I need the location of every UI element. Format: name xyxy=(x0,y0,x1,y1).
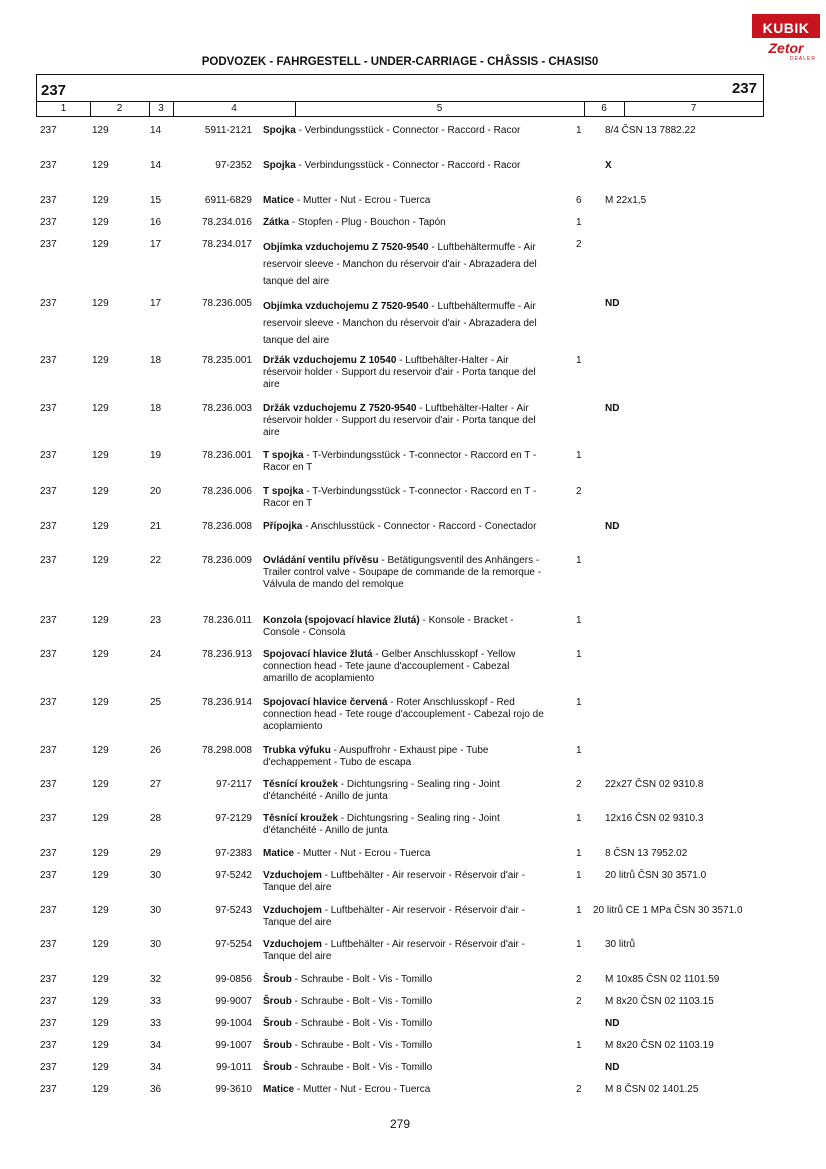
row-position: 30 xyxy=(150,939,162,950)
row-figure: 129 xyxy=(92,195,109,206)
row-figure: 129 xyxy=(92,974,109,985)
row-description xyxy=(263,870,545,894)
row-description xyxy=(263,403,545,439)
row-part-name: Objímka vzduchojemu Z 7520-9540 xyxy=(263,242,429,253)
row-part-translations: - Luftbehältermuffe - Air reservoir sleeve - Manchon du réservoir d'air - Abrazadera del tanque del aire xyxy=(263,242,537,287)
row-group: 237 xyxy=(40,403,57,414)
row-quantity: 1 xyxy=(576,745,582,756)
row-note: M 8 ČSN 02 1401.25 xyxy=(605,1084,699,1095)
row-quantity: 2 xyxy=(576,974,582,985)
column-header-3: 3 xyxy=(149,102,174,116)
row-part-number: 99-1004 xyxy=(215,1018,252,1029)
row-description xyxy=(263,615,545,639)
row-position: 19 xyxy=(150,450,162,461)
row-description xyxy=(263,298,545,349)
row-note: 8 ČSN 13 7952.02 xyxy=(605,848,688,859)
row-part-name: Matice xyxy=(263,1084,295,1095)
row-group: 237 xyxy=(40,450,57,461)
row-note: ND xyxy=(605,1018,620,1029)
row-position: 17 xyxy=(150,239,162,250)
row-group: 237 xyxy=(40,870,57,881)
row-figure: 129 xyxy=(92,813,109,824)
row-part-name: Matice xyxy=(263,195,295,206)
logo-brand: KUBIK xyxy=(752,14,820,38)
row-description xyxy=(263,555,545,591)
row-group: 237 xyxy=(40,1062,57,1073)
row-part-name: Těsnící kroužek xyxy=(263,779,339,790)
row-part-number: 99-1011 xyxy=(216,1062,252,1073)
row-part-number: 78.234.016 xyxy=(201,217,252,228)
row-part-translations: - Dichtungsring - Sealing ring - Joint d'étanchéité - Anillo de junta xyxy=(263,813,500,836)
row-part-name: T spojka xyxy=(263,486,304,497)
row-quantity: 1 xyxy=(576,555,582,566)
row-figure: 129 xyxy=(92,905,109,916)
row-part-translations: - T-Verbindungsstück - T-connector - Raccord en T - Racor en T xyxy=(263,450,537,473)
column-header-4: 4 xyxy=(173,102,296,116)
row-part-number: 97-2129 xyxy=(215,813,252,824)
row-position: 24 xyxy=(150,649,162,660)
column-header-row xyxy=(36,101,764,117)
row-figure: 129 xyxy=(92,745,109,756)
row-note: X xyxy=(605,160,612,171)
row-quantity: 1 xyxy=(576,870,582,881)
row-part-translations: - Schraube - Bolt - Vis - Tomillo xyxy=(291,1040,433,1051)
row-note: 12x16 ČSN 02 9310.3 xyxy=(605,813,704,824)
row-part-number: 78.236.003 xyxy=(201,403,252,414)
row-part-number: 78.236.006 xyxy=(201,486,252,497)
row-figure: 129 xyxy=(92,298,109,309)
row-part-number: 97-2117 xyxy=(216,779,252,790)
row-part-translations: - Schraube - Bolt - Vis - Tomillo xyxy=(291,974,433,985)
row-description xyxy=(263,217,545,229)
row-part-translations: - Luftbehälter - Air reservoir - Réservoir d'air - Tanque del aire xyxy=(263,905,525,928)
row-group: 237 xyxy=(40,905,57,916)
row-quantity: 1 xyxy=(576,697,582,708)
row-position: 17 xyxy=(150,298,162,309)
row-position: 33 xyxy=(150,1018,162,1029)
row-part-translations: - Mutter - Nut - Ecrou - Tuerca xyxy=(294,195,431,206)
row-quantity: 1 xyxy=(576,125,582,136)
row-part-translations: - Luftbehälter - Air reservoir - Réservoir d'air - Tanque del aire xyxy=(263,939,525,962)
row-part-number: 78.236.009 xyxy=(201,555,252,566)
row-group: 237 xyxy=(40,996,57,1007)
row-figure: 129 xyxy=(92,848,109,859)
row-position: 33 xyxy=(150,996,162,1007)
row-part-number: 78.236.914 xyxy=(201,697,252,708)
row-part-name: Spojovací hlavice červená xyxy=(263,697,388,708)
row-position: 18 xyxy=(150,355,162,366)
row-group: 237 xyxy=(40,1018,57,1029)
row-description xyxy=(263,239,545,290)
row-position: 34 xyxy=(150,1062,162,1073)
row-quantity: 1 xyxy=(576,217,582,228)
row-part-number: 97-5254 xyxy=(215,939,252,950)
row-note: M 8x20 ČSN 02 1103.15 xyxy=(605,996,714,1007)
row-figure: 129 xyxy=(92,1084,109,1095)
row-position: 30 xyxy=(150,870,162,881)
row-figure: 129 xyxy=(92,615,109,626)
row-part-name: Konzola (spojovací hlavice žlutá) xyxy=(263,615,420,626)
row-part-translations: - Luftbehälter-Halter - Air réservoir holder - Support du reservoir d'air - Porta tanque del aire xyxy=(263,403,536,438)
row-part-translations: - Schraube - Bolt - Vis - Tomillo xyxy=(291,1062,433,1073)
row-part-number: 78.236.001 xyxy=(201,450,252,461)
group-number-right: 237 xyxy=(731,80,757,97)
row-figure: 129 xyxy=(92,996,109,1007)
kubik-zetor-logo xyxy=(752,14,820,62)
group-number-left: 237 xyxy=(41,82,67,99)
row-part-number: 78.236.913 xyxy=(201,649,252,660)
row-part-translations: - Schraube - Bolt - Vis - Tomillo xyxy=(291,996,433,1007)
row-part-number: 78.235.001 xyxy=(201,355,252,366)
row-group: 237 xyxy=(40,745,57,756)
row-figure: 129 xyxy=(92,779,109,790)
row-group: 237 xyxy=(40,813,57,824)
row-part-translations: - Luftbehältermuffe - Air reservoir sleeve - Manchon du réservoir d'air - Abrazadera del tanque del aire xyxy=(263,301,537,346)
row-position: 28 xyxy=(150,813,162,824)
row-group: 237 xyxy=(40,521,57,532)
column-header-5: 5 xyxy=(295,102,585,116)
row-figure: 129 xyxy=(92,1040,109,1051)
row-description xyxy=(263,745,545,769)
row-part-name: Držák vzduchojemu Z 10540 xyxy=(263,355,397,366)
row-figure: 129 xyxy=(92,160,109,171)
row-description xyxy=(263,813,545,837)
row-note: 20 litrů CE 1 MPa ČSN 30 3571.0 xyxy=(593,905,743,916)
row-note: ND xyxy=(605,403,620,414)
row-figure: 129 xyxy=(92,450,109,461)
row-figure: 129 xyxy=(92,939,109,950)
row-part-number: 78.236.011 xyxy=(202,615,252,626)
row-description xyxy=(263,905,545,929)
logo-sub: Zetor xyxy=(768,40,804,56)
row-quantity: 1 xyxy=(576,905,582,916)
row-description xyxy=(263,355,545,391)
row-part-name: Šroub xyxy=(263,1062,292,1073)
row-note: M 10x85 ČSN 02 1101.59 xyxy=(605,974,720,985)
row-part-translations: - Stopfen - Plug - Bouchon - Tapón xyxy=(289,217,446,228)
row-group: 237 xyxy=(40,160,57,171)
row-note: 22x27 ČSN 02 9310.8 xyxy=(605,779,704,790)
row-part-translations: - Luftbehälter-Halter - Air réservoir holder - Support du reservoir d'air - Porta tanque del aire xyxy=(263,355,536,390)
row-part-translations: - Roter Anschlusskopf - Red connection head - Tete rouge d'accouplement - Cabezal rojo de acoplamiento xyxy=(263,697,544,732)
row-quantity: 2 xyxy=(576,996,582,1007)
row-part-translations: - Verbindungsstück - Connector - Raccord - Racor xyxy=(295,160,521,171)
row-position: 16 xyxy=(150,217,162,228)
row-part-name: Trubka výfuku xyxy=(263,745,331,756)
row-figure: 129 xyxy=(92,1018,109,1029)
row-part-translations: - Mutter - Nut - Ecrou - Tuerca xyxy=(294,848,431,859)
row-group: 237 xyxy=(40,125,57,136)
row-part-name: Objímka vzduchojemu Z 7520-9540 xyxy=(263,301,429,312)
row-position: 14 xyxy=(150,160,162,171)
row-description xyxy=(263,521,545,533)
row-part-translations: - Dichtungsring - Sealing ring - Joint d'étanchéité - Anillo de junta xyxy=(263,779,500,802)
row-figure: 129 xyxy=(92,521,109,532)
row-description xyxy=(263,939,545,963)
row-figure: 129 xyxy=(92,125,109,136)
row-part-number: 78.236.005 xyxy=(201,298,252,309)
row-part-number: 97-5242 xyxy=(215,870,252,881)
row-position: 32 xyxy=(150,974,162,985)
row-group: 237 xyxy=(40,848,57,859)
row-group: 237 xyxy=(40,195,57,206)
row-group: 237 xyxy=(40,1040,57,1051)
row-figure: 129 xyxy=(92,649,109,660)
row-description xyxy=(263,649,545,685)
row-part-translations: - Gelber Anschlusskopf - Yellow connection head - Tete jaune d'accouplement - Cabezal amarillo de acoplamiento xyxy=(263,649,516,684)
row-figure: 129 xyxy=(92,217,109,228)
row-figure: 129 xyxy=(92,403,109,414)
row-position: 36 xyxy=(150,1084,162,1095)
row-part-number: 78.298.008 xyxy=(201,745,252,756)
row-position: 34 xyxy=(150,1040,162,1051)
row-part-name: Ovládání ventilu přívěsu xyxy=(263,555,379,566)
row-part-name: Vzduchojem xyxy=(263,870,322,881)
row-part-name: Vzduchojem xyxy=(263,905,322,916)
row-part-name: Šroub xyxy=(263,996,292,1007)
row-group: 237 xyxy=(40,239,57,250)
row-description xyxy=(263,996,545,1008)
row-part-name: Zátka xyxy=(263,217,290,228)
row-note: ND xyxy=(605,521,620,532)
row-quantity: 2 xyxy=(576,239,582,250)
row-part-name: Šroub xyxy=(263,974,292,985)
row-description xyxy=(263,486,545,510)
row-position: 25 xyxy=(150,697,162,708)
logo-dealer: DEALER xyxy=(789,56,816,62)
row-description xyxy=(263,160,545,172)
row-description xyxy=(263,697,545,733)
row-part-translations: - Betätigungsventil des Anhängers - Trailer control valve - Soupape de commande de la remorque - Válvula de mando del remolque xyxy=(263,555,542,590)
row-description xyxy=(263,1062,545,1074)
row-group: 237 xyxy=(40,298,57,309)
row-part-number: 78.234.017 xyxy=(201,239,252,250)
row-position: 21 xyxy=(150,521,162,532)
row-part-translations: - Konsole - Bracket - Console - Consola xyxy=(263,615,514,638)
row-part-number: 99-3610 xyxy=(215,1084,252,1095)
row-part-name: Spojka xyxy=(263,160,296,171)
row-description xyxy=(263,1018,545,1030)
row-figure: 129 xyxy=(92,355,109,366)
row-group: 237 xyxy=(40,939,57,950)
row-position: 23 xyxy=(150,615,162,626)
row-description xyxy=(263,125,545,137)
row-description xyxy=(263,1084,545,1096)
row-quantity: 6 xyxy=(576,195,582,206)
row-group: 237 xyxy=(40,697,57,708)
row-part-translations: - T-Verbindungsstück - T-connector - Raccord en T - Racor en T xyxy=(263,486,537,509)
row-part-number: 6911-6829 xyxy=(204,195,252,206)
row-description xyxy=(263,848,545,860)
row-part-number: 99-0856 xyxy=(215,974,252,985)
row-figure: 129 xyxy=(92,555,109,566)
row-part-name: Šroub xyxy=(263,1018,292,1029)
row-quantity: 1 xyxy=(576,939,582,950)
row-part-name: Držák vzduchojemu Z 7520-9540 xyxy=(263,403,417,414)
row-group: 237 xyxy=(40,779,57,790)
row-part-name: Přípojka xyxy=(263,521,303,532)
row-part-number: 97-5243 xyxy=(215,905,252,916)
row-group: 237 xyxy=(40,1084,57,1095)
row-figure: 129 xyxy=(92,239,109,250)
row-group: 237 xyxy=(40,615,57,626)
row-description xyxy=(263,450,545,474)
row-figure: 129 xyxy=(92,486,109,497)
row-part-number: 97-2383 xyxy=(215,848,252,859)
row-part-number: 99-1007 xyxy=(215,1040,252,1051)
row-description xyxy=(263,195,545,207)
column-header-7: 7 xyxy=(690,103,697,114)
row-note: 8/4 ČSN 13 7882.22 xyxy=(605,125,696,136)
row-part-name: Spojka xyxy=(263,125,296,136)
row-group: 237 xyxy=(40,486,57,497)
row-part-name: Matice xyxy=(263,848,295,859)
row-part-translations: - Luftbehälter - Air reservoir - Réservoir d'air - Tanque del aire xyxy=(263,870,525,893)
column-header-1: 1 xyxy=(37,102,91,116)
row-position: 15 xyxy=(150,195,162,206)
row-note: M 22x1,5 xyxy=(605,195,647,206)
row-part-translations: - Schraube - Bolt - Vis - Tomillo xyxy=(291,1018,433,1029)
row-position: 30 xyxy=(150,905,162,916)
row-group: 237 xyxy=(40,355,57,366)
row-figure: 129 xyxy=(92,697,109,708)
row-quantity: 1 xyxy=(576,813,582,824)
row-note: ND xyxy=(605,298,620,309)
row-description xyxy=(263,779,545,803)
row-position: 27 xyxy=(150,779,162,790)
page-title: PODVOZEK - FAHRGESTELL - UNDER-CARRIAGE - CHÂSSIS - CHASIS0 xyxy=(201,56,599,68)
row-note: M 8x20 ČSN 02 1103.19 xyxy=(605,1040,714,1051)
row-description xyxy=(263,1040,545,1052)
row-quantity: 1 xyxy=(576,355,582,366)
row-part-number: 78.236.008 xyxy=(201,521,252,532)
row-position: 20 xyxy=(150,486,162,497)
column-header-2: 2 xyxy=(90,102,150,116)
row-quantity: 1 xyxy=(576,649,582,660)
row-part-translations: - Auspuffrohr - Exhaust pipe - Tube d'echappement - Tubo de escapa xyxy=(263,745,489,768)
row-quantity: 2 xyxy=(576,1084,582,1095)
row-group: 237 xyxy=(40,555,57,566)
row-position: 14 xyxy=(150,125,162,136)
row-part-translations: - Mutter - Nut - Ecrou - Tuerca xyxy=(294,1084,431,1095)
row-position: 18 xyxy=(150,403,162,414)
group-header xyxy=(36,74,764,102)
row-part-number: 99-9007 xyxy=(215,996,252,1007)
row-description xyxy=(263,974,545,986)
row-figure: 129 xyxy=(92,870,109,881)
row-group: 237 xyxy=(40,217,57,228)
row-quantity: 2 xyxy=(576,486,582,497)
row-figure: 129 xyxy=(92,1062,109,1073)
row-part-name: T spojka xyxy=(263,450,304,461)
row-quantity: 1 xyxy=(576,848,582,859)
row-group: 237 xyxy=(40,649,57,660)
row-note: ND xyxy=(605,1062,620,1073)
row-position: 29 xyxy=(150,848,162,859)
row-part-translations: - Verbindungsstück - Connector - Raccord - Racor xyxy=(295,125,521,136)
row-group: 237 xyxy=(40,974,57,985)
row-quantity: 1 xyxy=(576,1040,582,1051)
row-quantity: 1 xyxy=(576,615,582,626)
row-note: 30 litrů xyxy=(605,939,636,950)
row-quantity: 2 xyxy=(576,779,582,790)
row-part-name: Těsnící kroužek xyxy=(263,813,339,824)
column-header-6: 6 xyxy=(584,102,625,116)
row-position: 22 xyxy=(150,555,162,566)
page-number: 279 xyxy=(389,1117,411,1131)
row-note: 20 litrů ČSN 30 3571.0 xyxy=(605,870,707,881)
row-part-name: Šroub xyxy=(263,1040,292,1051)
row-part-number: 97-2352 xyxy=(215,160,252,171)
row-part-name: Spojovací hlavice žlutá xyxy=(263,649,373,660)
row-part-name: Vzduchojem xyxy=(263,939,322,950)
row-quantity: 1 xyxy=(576,450,582,461)
row-position: 26 xyxy=(150,745,162,756)
row-part-number: 5911-2121 xyxy=(204,125,252,136)
row-part-translations: - Anschlusstück - Connector - Raccord - Conectador xyxy=(302,521,537,532)
